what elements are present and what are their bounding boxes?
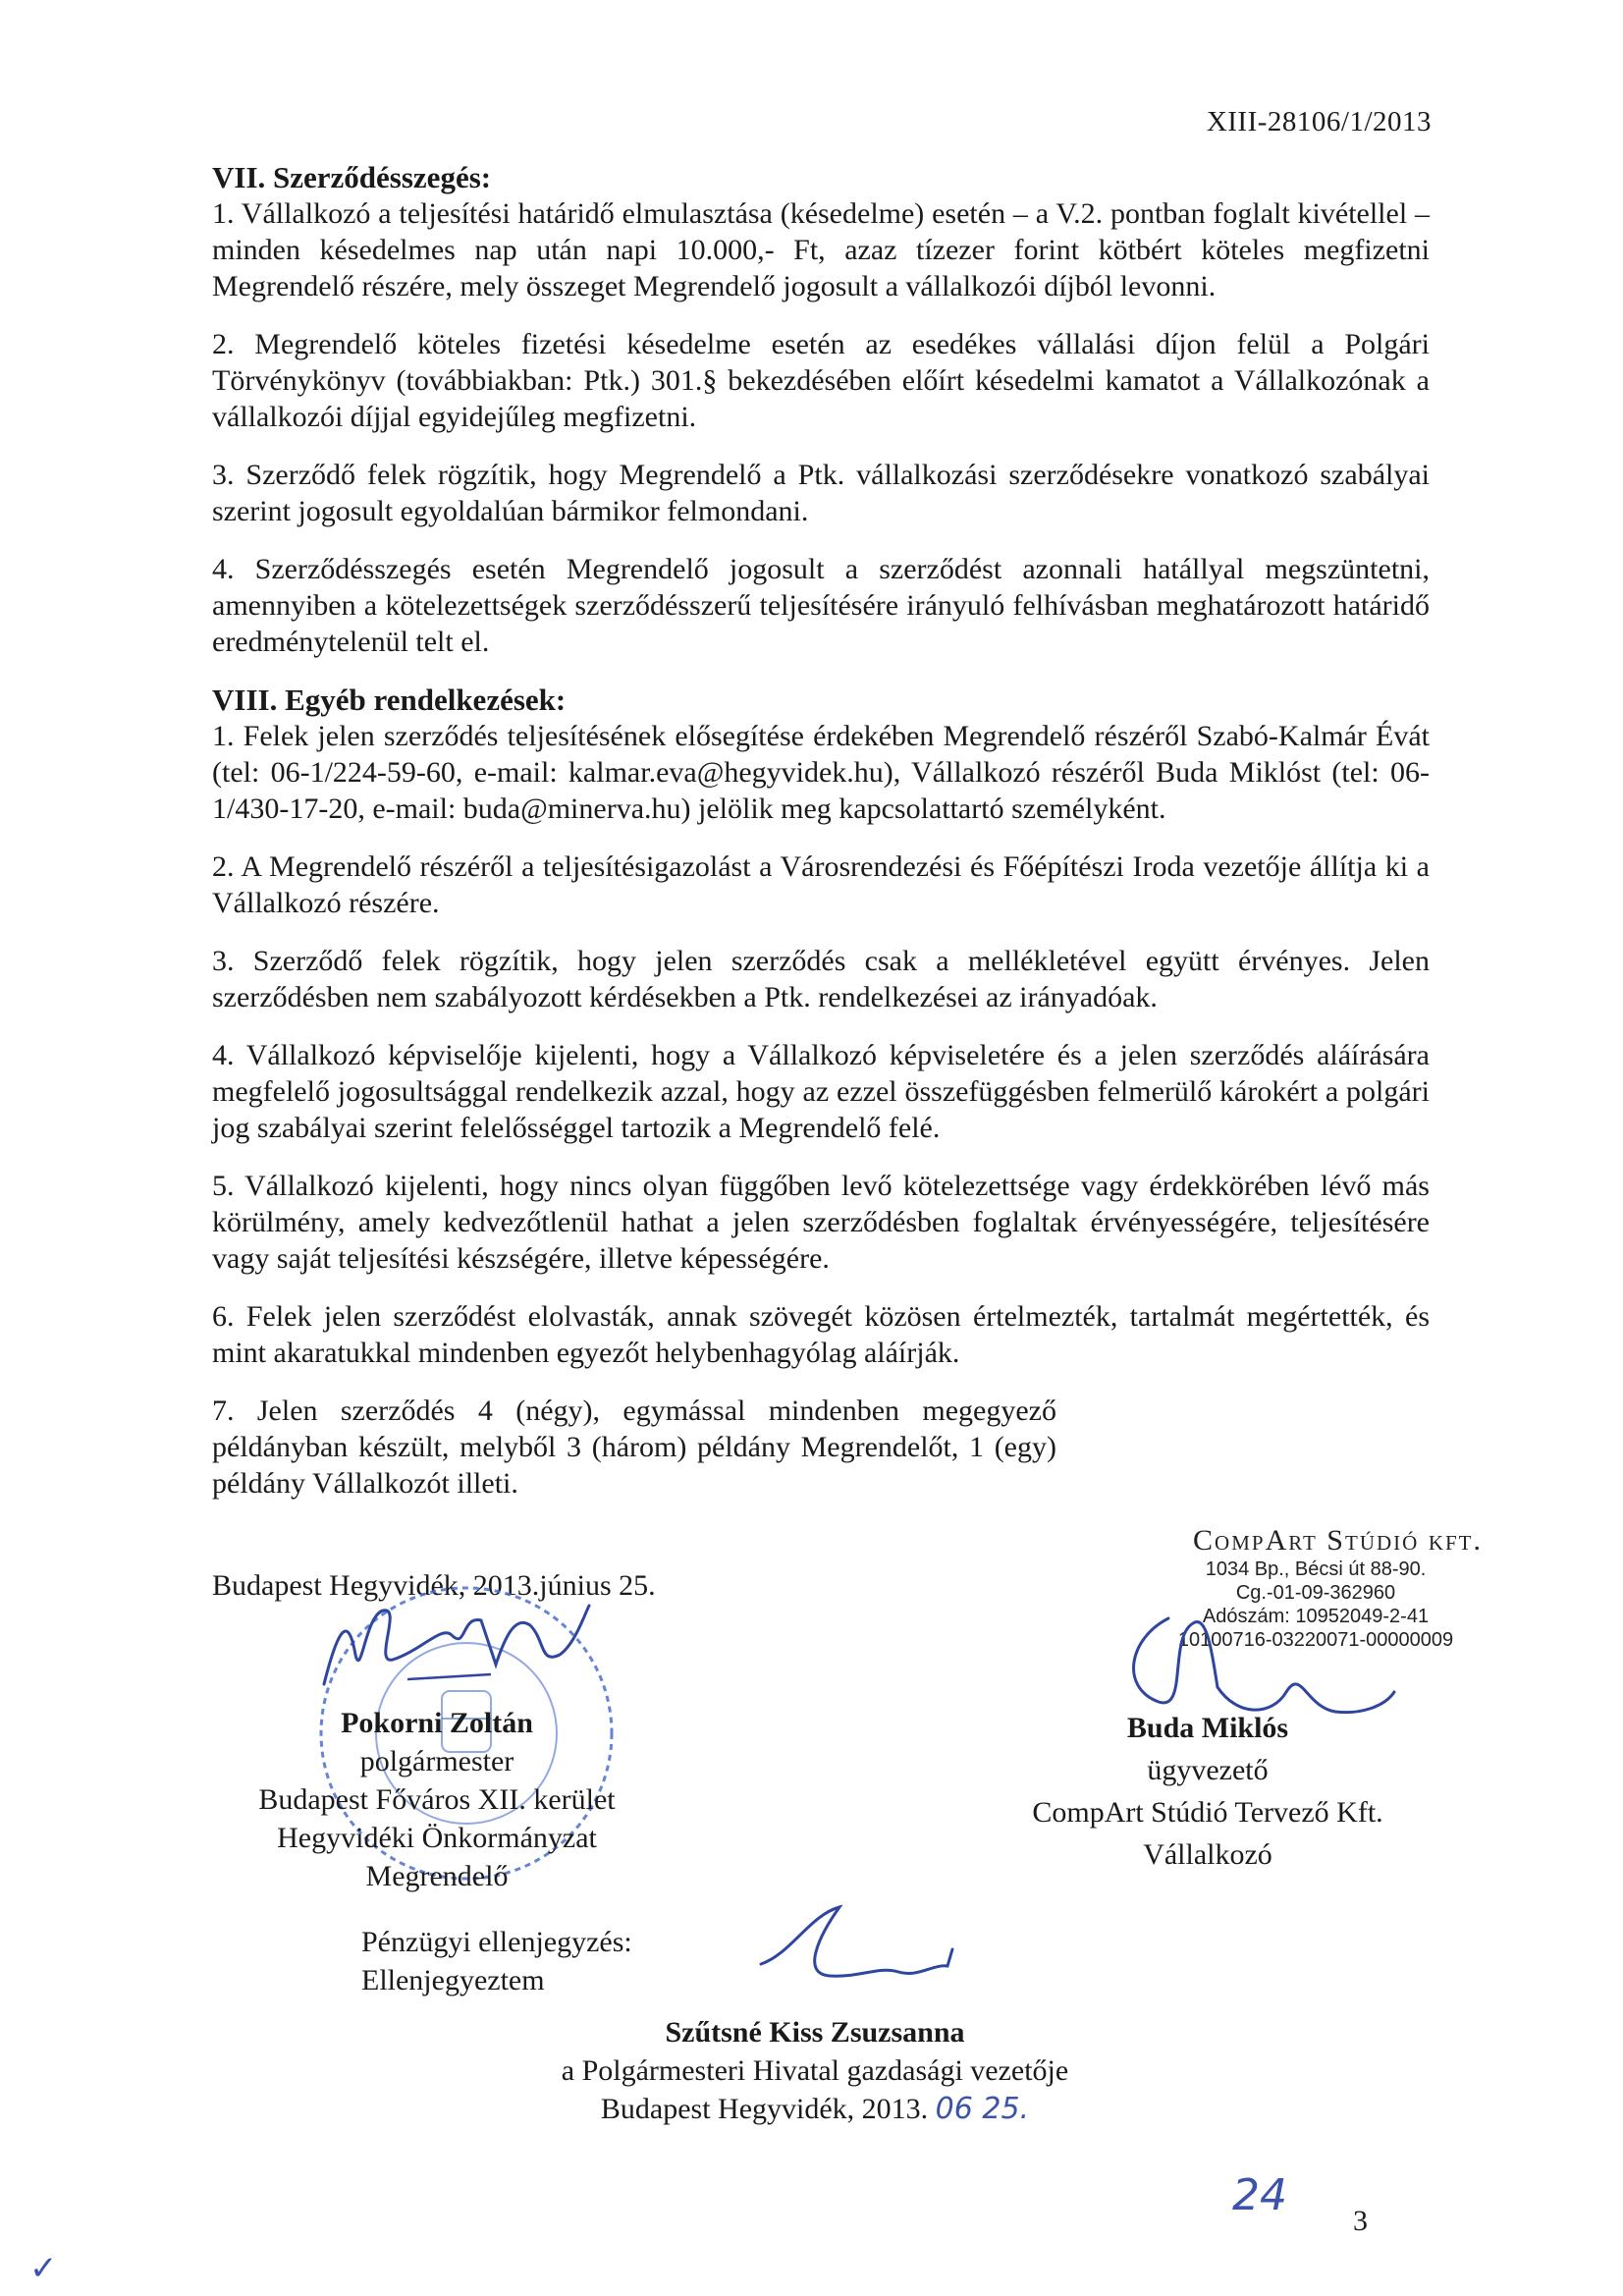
contractor-role: ügyvezető: [1147, 1754, 1269, 1786]
mayor-signature: [295, 1596, 609, 1704]
section-8-para-5: 5. Vállalkozó kijelenti, hogy nincs olyan függőben levő kötelezettsége vagy érdekkörében lévő más körülmény, amely kedvezőtlenül hathat a jelen szerződésben foglaltak érvényességére, teljesítésére vagy saját teljesítési készségére, illetve képességére.: [212, 1170, 1430, 1275]
section-8-para-6: 6. Felek jelen szerződést elolvasták, annak szövegét közösen értelmezték, tartalmát megértették, és mint akaratukkal mindenben egyezőt helybenhagyólag aláírják.: [212, 1300, 1430, 1369]
company-stamp-registry: Cg.-01-09-362960: [1235, 1582, 1396, 1604]
contract-body: [212, 159, 1430, 1523]
finance-date-prefix: Budapest Hegyvidék, 2013.: [600, 2093, 929, 2125]
contractor-name: Buda Miklós: [1126, 1712, 1289, 1744]
mayor-org-district: Budapest Főváros XII. kerület: [258, 1783, 616, 1816]
countersigned-label: Ellenjegyeztem: [361, 1964, 545, 1996]
finance-date-handwritten: 06 25.: [935, 2092, 1030, 2126]
section-7-title: VII. Szerződésszegés:: [212, 160, 492, 194]
company-stamp-name: CompArt Stúdió kft.: [1193, 1524, 1483, 1557]
mayor-signature-block: [201, 1704, 673, 1895]
mayor-party-label: Megrendelő: [365, 1860, 509, 1892]
section-8-para-7: 7. Jelen szerződés 4 (négy), egymással mindenben megegyező példányban készült, melyből 3 (három) példány Megrendelőt, 1 (egy) példány Vállalkozót illeti.: [212, 1394, 1056, 1500]
section-8-title: VIII. Egyéb rendelkezések:: [212, 683, 567, 717]
company-stamp-bank-account: 10100716-03220071-00000009: [1177, 1629, 1454, 1651]
page-number: 3: [1353, 2205, 1368, 2237]
section-8-para-1: 1. Felek jelen szerződés teljesítésének elősegítése érdekében Megrendelő részéről Szabó-Kalmár Évát (tel: 06-1/224-59-60, e-mail: kalmar.eva@hegyvidek.hu), Vállalkozó részéről Buda Miklóst (tel: 06-1/430-17-20, e-mail: buda@minerva.hu) jelölik meg kapcsolattartó személyként.: [212, 720, 1430, 825]
company-stamp-address: 1034 Bp., Bécsi út 88-90.: [1205, 1558, 1427, 1580]
finance-signature: [751, 1895, 977, 2003]
section-8-para-3: 3. Szerződő felek rögzítik, hogy jelen szerződés csak a mellékletével együtt érvényes. Jelen szerződésben nem szabályozott kérdésekben a Ptk. rendelkezései az irányadóak.: [212, 945, 1430, 1013]
contractor-signature-block: [1001, 1707, 1414, 1876]
mayor-org-municipality: Hegyvidéki Önkormányzat: [277, 1822, 597, 1854]
section-8-para-4: 4. Vállalkozó képviselője kijelenti, hogy a Vállalkozó képviseletére és a jelen szerződés aláírására megfelelő jogosultsággal rendelkezik azzal, hogy az ezzel összefüggésben felmerülő károkért a polgári jog szabályai szerint felelősséggel tartozik a Megrendelő felé.: [212, 1039, 1430, 1144]
section-7-para-3: 3. Szerződő felek rögzítik, hogy Megrendelő a Ptk. vállalkozási szerződésekre vonatkozó szabályai szerint jogosult egyoldalúan bármikor felmondani.: [212, 459, 1430, 527]
place-and-date: Budapest Hegyvidék, 2013.június 25.: [212, 1569, 656, 1602]
section-7-para-1: 1. Vállalkozó a teljesítési határidő elmulasztása (késedelme) esetén – a V.2. pontban foglalt kivétellel – minden késedelmes nap után napi 10.000,- Ft, azaz tízezer forint kötbért köteles megfizetni Megrendelő részére, mely összeget Megrendelő jogosult a vállalkozói díjból levonni.: [212, 197, 1430, 302]
financial-countersign-labels: [361, 1923, 632, 1999]
finance-officer-role: a Polgármesteri Hivatal gazdasági vezetője: [561, 2054, 1069, 2087]
countersign-label: Pénzügyi ellenjegyzés:: [361, 1926, 632, 1958]
mayor-role: polgármester: [359, 1745, 514, 1777]
finance-signature-block: [511, 2013, 1119, 2128]
finance-date: [511, 2090, 1119, 2128]
contractor-party-label: Vállalkozó: [1143, 1838, 1272, 1871]
mayor-name: Pokorni Zoltán: [341, 1707, 533, 1739]
handwritten-page-mark: 24: [1232, 2170, 1287, 2220]
section-7-para-2: 2. Megrendelő köteles fizetési késedelme esetén az esedékes vállalási díjon felül a Polgári Törvénykönyv (továbbiakban: Ptk.) 301.§ bekezdésében előírt késedelmi kamatot a Vállalkozónak a vállalkozói díjjal egyidejűleg megfizetni.: [212, 328, 1430, 433]
document-number: XIII-28106/1/2013: [1206, 106, 1432, 137]
contractor-company: CompArt Stúdió Tervező Kft.: [1032, 1796, 1383, 1829]
section-7-para-4: 4. Szerződésszegés esetén Megrendelő jogosult a szerződést azonnali hatállyal megszüntetni, amennyiben a kötelezettségek szerződésszerű teljesítésére irányuló felhívásban meghatározott határidő eredménytelenül telt el.: [212, 553, 1430, 658]
corner-check-mark: ✓: [29, 2251, 58, 2287]
finance-officer-name: Szűtsné Kiss Zsuzsanna: [665, 2016, 965, 2049]
section-8-para-2: 2. A Megrendelő részéről a teljesítésigazolást a Városrendezési és Főépítészi Iroda vezetője állítja ki a Vállalkozó részére.: [212, 850, 1430, 919]
company-stamp-tax-id: Adószám: 10952049-2-41: [1202, 1606, 1430, 1627]
